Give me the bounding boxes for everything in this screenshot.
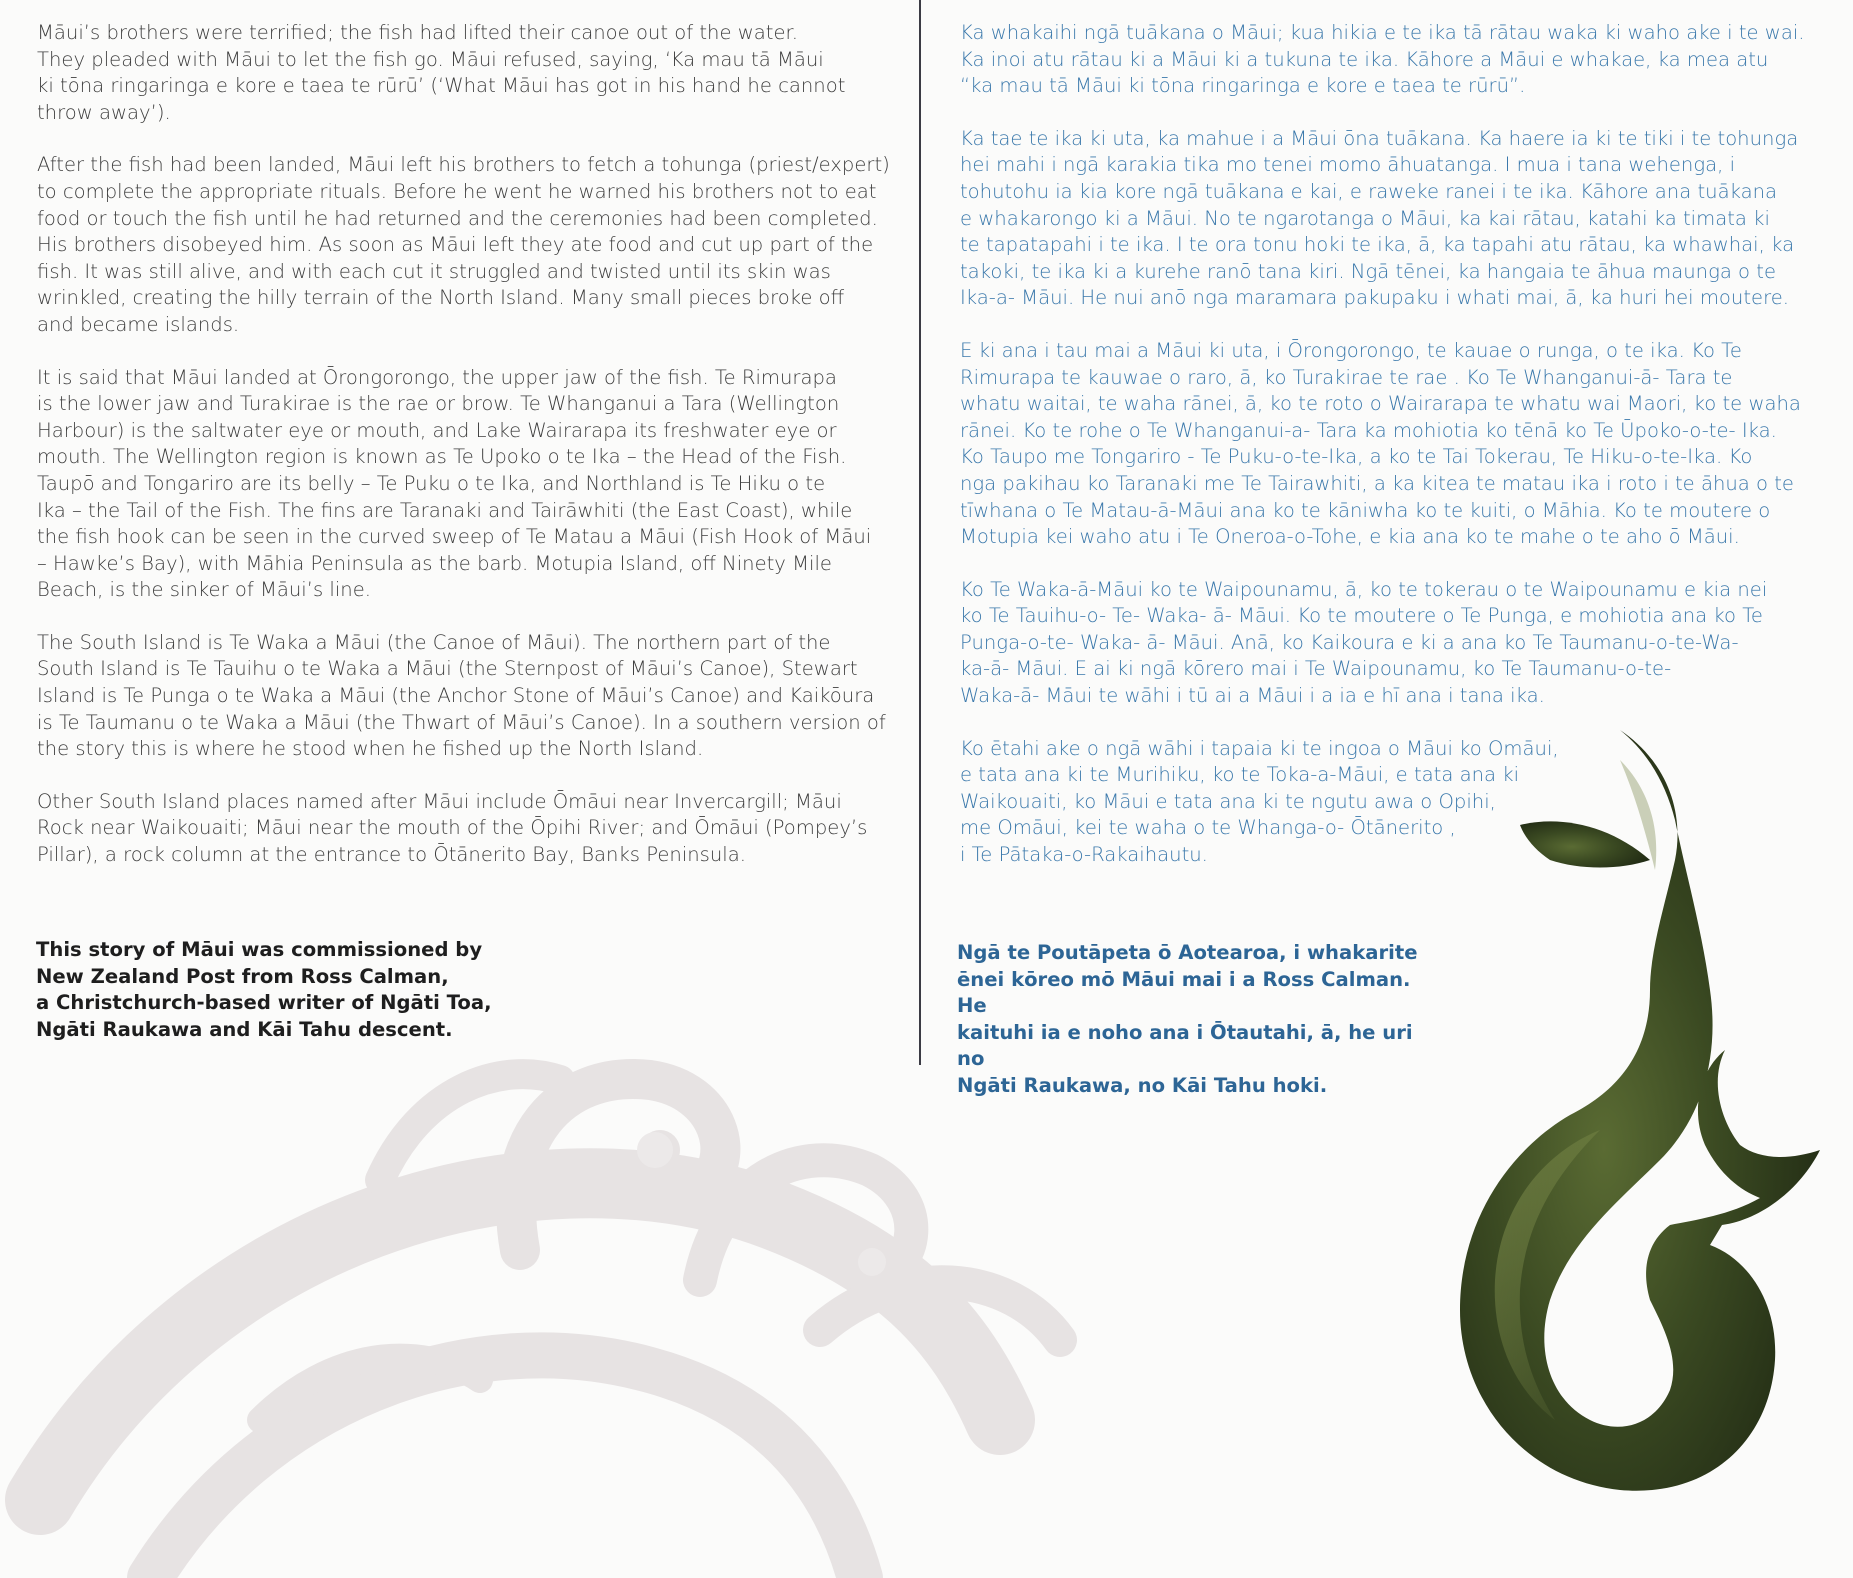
maori-paragraph-2: Ka tae te ika ki uta, ka mahue i a Māui ōna tuākana. Ka haere ia ki te tiki i te tohunga hei mahi i ngā karakia tika mo tenei momo āhuatanga. I mua i tana wehenga, i tohutohu ia kia kore ngā tuākana e kai, e raweke ranei i te ika. Kāhore ana tuākana e whakarongo ki a Māui. No te ngarotanga o Māui, ka kai rātau, katahi ka timata ki te tapatapahi i te ika. I te ora tonu hoki te ika, ā, ka tapahi atu rātau, ka whawhai, ka takoki, te ika ki a kurehe ranō tana kiri. Ngā tēnei, ka hangaia te āhua maunga o te Ika-a- Māui. He nui anō nga maramara pakupaku i whati mai, ā, ka huri hei moutere. bbox=[960, 126, 1799, 310]
maori-paragraph-5: Ko ētahi ake o ngā wāhi i tapaia ki te ingoa o Māui ko Omāui, e tata ana ki te Murihiku, ko te Toka-a-Māui, e tata ana ki Waikouaiti, ko Māui e tata ana ki te ngutu awa o Opihi, me Omāui, kei te waha o te Whanga-o- Ōtānerito , i Te Pātaka-o-Rakaihautu. bbox=[960, 736, 1559, 867]
english-paragraph-3: It is said that Māui landed at Ōrongorongo, the upper jaw of the fish. Te Rimurapa is the lower jaw and Turakirae is the rae or brow. Te Whanganui a Tara (Wellington Harbour) is the saltwater eye or mouth, and Lake Wairarapa its freshwater eye or mouth. The Wellington region is known as Te Upoko o te Ika – the Head of the Fish. Taupō and Tongariro are its belly – Te Puku o te Ika, and Northland is Te Hiku o te Ika – the Tail of the Fish. The fins are Taranaki and Tairāwhiti (the East Coast), while the fish hook can be seen in the curved sweep of Te Matau a Māui (Fish Hook of Māui – Hawke’s Bay), with Māhia Peninsula as the barb. Motupia Island, off Ninety Mile Beach, is the sinker of Māui’s line. bbox=[37, 365, 872, 602]
maori-paragraph-3: E ki ana i tau mai a Māui ki uta, i Ōrongorongo, te kauae o runga, o te ika. Ko Te Rimurapa te kauwae o raro, ā, ko Turakirae te rae . Ko Te Whanganui-ā- Tara te whatu waitai, te waha rānei, ā, ko te roto o Wairarapa te whatu wai Maori, ko te waha rānei. Ko te rohe o Te Whanganui-a- Tara ka mohiotia ko tēnā ko Te Ūpoko-o-te- Ika. Ko Taupo me Tongariro - Te Puku-o-te-Ika, a ko te Tai Tokerau, Te Hiku-o-te-Ika. Ko nga pakihau ko Taranaki me Te Tairawhiti, a ka kitea te matau ika i roto i te āhua o te tīwhana o Te Matau-ā-Māui ana ko te kāniwha ko te kuiti, o Māhia. Ko te moutere o Motupia kei waho atu i Te Oneroa-o-Tohe, e kia ana ko te mahe o te aho ō Māui. bbox=[960, 338, 1801, 549]
english-paragraph-4: The South Island is Te Waka a Māui (the Canoe of Māui). The northern part of the South Island is Te Tauihu o te Waka a Māui (the Sternpost of Māui’s Canoe), Stewart Island is Te Punga o te Waka a Māui (the Anchor Stone of Māui’s Canoe) and Kaikōura is Te Taumanu o te Waka a Māui (the Thwart of Māui’s Canoe). In a southern version of the story this is where he stood when he fished up the North Island. bbox=[37, 630, 886, 761]
english-paragraph-1: Māui’s brothers were terrified; the fish had lifted their canoe out of the water. They pleaded with Māui to let the fish go. Māui refused, saying, ‘Ka mau tā Māui ki tōna ringaringa e kore e taea te rūrū’ (‘What Māui has got in his hand he cannot throw away’). bbox=[37, 21, 846, 124]
english-credit: This story of Māui was commissioned by New Zealand Post from Ross Calman, a Christchurch-based writer of Ngāti Toa, Ngāti Raukawa and Kāi Tahu descent. bbox=[36, 938, 492, 1041]
maori-paragraph-1: Ka whakaihi ngā tuākana o Māui; kua hikia e te ika tā rātau waka ki waho ake i te wai. Ka inoi atu rātau ki a Māui ki a tukuna te ika. Kāhore a Māui e whakae, ka mea atu “ka mau tā Māui ki tōna ringaringa e kore e taea te rūrū”. bbox=[960, 21, 1805, 98]
english-column bbox=[37, 20, 897, 895]
column-divider bbox=[919, 0, 921, 1065]
maori-paragraph-4: Ko Te Waka-ā-Māui ko te Waipounamu, ā, ko te tokerau o te Waipounamu e kia nei ko Te Tauihu-o- Te- Waka- ā- Māui. Ko te moutere o Te Punga, e mohiotia ana ko Te Punga-o-te- Waka- ā- Māui. Anā, ko Kaikoura e ki a ana ko Te Taumanu-o-te-Wa- ka-ā- Māui. E ai ki ngā kōrero mai i Te Waipounamu, ko Te Taumanu-o-te- Waka-ā- Māui te wāhi i tū ai a Māui i a ia e hī ana i tana ika. bbox=[960, 577, 1768, 708]
maori-credit: Ngā te Poutāpeta ō Aotearoa, i whakarite ēnei kōreo mō Māui mai i a Ross Calman. He kaituhi ia e noho ana i Ōtautahi, ā, he uri no Ngāti Raukawa, no Kāi Tahu hoki. bbox=[957, 941, 1418, 1097]
maori-column bbox=[960, 20, 1810, 895]
english-paragraph-2: After the fish had been landed, Māui left his brothers to fetch a tohunga (priest/expert) to complete the appropriate rituals. Before he went he warned his brothers not to eat food or touch the fish until he had returned and the ceremonies had been completed. His brothers disobeyed him. As soon as Māui left they ate food and cut up part of the fish. It was still alive, and with each cut it struggled and twisted until its skin was wrinkled, creating the hilly terrain of the North Island. Many small pieces broke off and became islands. bbox=[37, 153, 890, 336]
english-paragraph-5: Other South Island places named after Māui include Ōmāui near Invercargill; Māui Rock near Waikouaiti; Māui near the mouth of the Ōpihi River; and Ōmāui (Pompey’s Pillar), a rock column at the entrance to Ōtānerito Bay, Banks Peninsula. bbox=[37, 789, 868, 867]
